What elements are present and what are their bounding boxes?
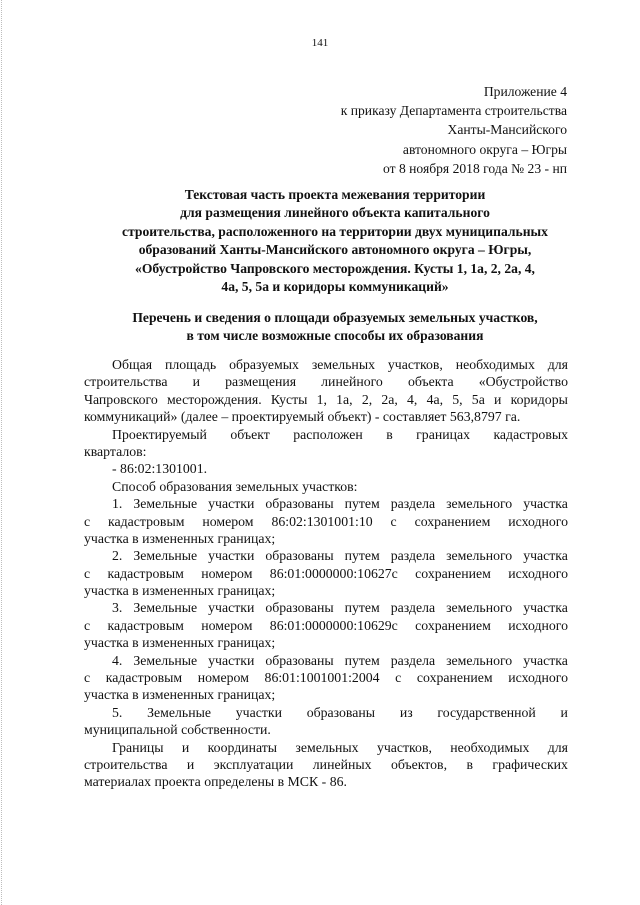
title-line: «Обустройство Чапровского месторождения. Кусты 1, 1а, 2, 2а, 4,	[135, 260, 535, 276]
paragraph-line	[84, 356, 568, 373]
word: графических	[492, 756, 568, 772]
word: участка	[523, 600, 568, 616]
word: Границы	[112, 739, 164, 755]
heading-line: в том числе возможные способы их образования	[186, 328, 484, 344]
word: необходимых	[450, 739, 530, 755]
word: номером	[201, 617, 253, 633]
page-number: 141	[311, 37, 329, 49]
word: и	[181, 739, 190, 755]
list-item-line: участка в измененных границах;	[84, 687, 276, 703]
paragraph-line: коммуникаций» (далее – проектируемый объект) - составляет 563,8797 га.	[84, 409, 521, 425]
list-item-line	[84, 599, 568, 616]
paragraph-line: кварталов:	[84, 443, 147, 459]
word: кадастровым	[108, 513, 185, 529]
list-item-line: участка в измененных границах;	[84, 583, 276, 599]
word: Проектируемый	[112, 426, 207, 442]
word: 86:01:0000000:10629с	[269, 617, 398, 633]
word: 5.	[112, 704, 123, 720]
heading-line: Перечень и сведения о площади образуемых земельных участков,	[132, 310, 538, 325]
word: государственной	[437, 704, 536, 720]
word: сохранением	[416, 670, 493, 686]
word: «Обустройство	[478, 374, 568, 390]
document-title	[96, 186, 574, 296]
word: путем	[344, 548, 380, 564]
word: границах	[416, 426, 470, 442]
word: 4,	[407, 391, 418, 407]
word: строительства	[84, 756, 168, 772]
word: образованы	[265, 496, 334, 512]
word: Земельные	[133, 652, 198, 668]
word: с	[390, 513, 397, 529]
word: 1а,	[336, 391, 353, 407]
word: 4а,	[426, 391, 444, 407]
word: исходного	[508, 617, 568, 633]
paragraph-line: - 86:02:1301001.	[112, 461, 208, 477]
word: необходимых	[455, 357, 535, 372]
word: сохранением	[415, 565, 491, 581]
word: координаты	[207, 739, 278, 755]
list-item-line	[84, 495, 568, 512]
word: из	[399, 704, 413, 720]
word: земельного	[446, 600, 513, 616]
word: Земельные	[133, 548, 198, 564]
word: кадастровым	[107, 617, 184, 633]
word: размещения	[225, 374, 297, 390]
word: участков,	[376, 739, 432, 755]
list-item-line: участка в измененных границах;	[84, 530, 276, 546]
word: земельных	[295, 739, 359, 755]
word: образованы	[265, 652, 334, 668]
list-item-line	[84, 513, 568, 530]
word: и	[186, 756, 195, 772]
word: путем	[344, 496, 380, 512]
word: Земельные	[133, 496, 198, 512]
word: земельного	[446, 548, 513, 564]
word: образованы	[306, 704, 376, 720]
word: путем	[344, 600, 380, 616]
word: с	[84, 617, 91, 633]
word: кадастровых	[493, 426, 568, 442]
word: в	[466, 756, 473, 772]
word: строительства	[84, 374, 168, 390]
word: образуемых	[229, 357, 299, 372]
word: 3.	[112, 600, 123, 616]
word: линейных	[312, 756, 372, 772]
body-text	[84, 356, 568, 791]
word: для	[547, 357, 568, 372]
word: 1,	[316, 391, 327, 407]
list-item-line	[84, 617, 568, 634]
annex-line: от 8 ноября 2018 года № 23 - нп	[383, 160, 567, 176]
title-line: 4а, 5, 5а и коридоры коммуникаций»	[221, 279, 449, 295]
annex-header	[341, 82, 567, 178]
paragraph-line	[84, 391, 568, 408]
word: образованы	[265, 548, 334, 564]
word: исходного	[508, 513, 568, 529]
annex-line: Ханты-Мансийского	[447, 122, 567, 138]
word: исходного	[508, 565, 568, 581]
word: номером	[197, 670, 249, 686]
word: раздела	[390, 600, 436, 616]
word: раздела	[390, 652, 436, 668]
paragraph-line: Способ образования земельных участков:	[112, 478, 358, 494]
word: 5а	[471, 391, 485, 407]
word: участки	[235, 704, 282, 720]
word: участки	[208, 600, 255, 616]
word: раздела	[390, 548, 436, 564]
word: сохранением	[415, 617, 491, 633]
word: в	[386, 426, 393, 442]
word: номером	[202, 513, 254, 529]
word: участка	[523, 652, 568, 668]
word: Чапровского	[84, 391, 158, 407]
word: Общая	[112, 357, 153, 372]
paragraph-line	[84, 373, 568, 390]
word: с	[84, 670, 91, 686]
word: образованы	[265, 600, 334, 616]
word: 86:01:0000000:10627с	[269, 565, 398, 581]
word: коридоры	[510, 391, 568, 407]
word: объект	[230, 426, 270, 442]
word: кадастровым	[107, 565, 184, 581]
scan-edge-line	[1, 0, 2, 905]
word: номером	[201, 565, 253, 581]
word: 86:02:1301001:10	[271, 513, 373, 529]
list-item-line: участка в измененных границах;	[84, 635, 276, 651]
word: участки	[208, 652, 255, 668]
word: 4.	[112, 652, 123, 668]
list-item-line	[84, 565, 568, 582]
title-line: строительства, расположенного на территории двух муниципальных	[122, 223, 548, 239]
title-line: для размещения линейного объекта капитального	[180, 205, 490, 221]
word: 5,	[452, 391, 463, 407]
word: расположен	[293, 426, 363, 442]
annex-line: автономного округа – Югры	[402, 141, 567, 157]
word: раздела	[390, 496, 436, 512]
list-item-line	[84, 547, 568, 564]
word: и	[494, 391, 502, 407]
title-line: Текстовая часть проекта межевания территории	[184, 187, 486, 202]
word: и	[192, 374, 200, 390]
word: 1.	[112, 496, 123, 512]
section-heading	[96, 309, 574, 346]
word: 86:01:1001001:2004	[264, 670, 380, 686]
word: с	[84, 513, 91, 529]
word: исходного	[508, 670, 568, 686]
paragraph-line: материалах проекта определены в МСК - 86.	[84, 774, 347, 790]
list-item-line	[84, 669, 568, 686]
word: месторождения.	[166, 391, 262, 407]
word: объектов,	[390, 756, 448, 772]
word: Земельные	[147, 704, 211, 720]
word: и	[560, 704, 568, 720]
title-line: образований Ханты-Мансийского автономного округа – Югры,	[138, 242, 532, 258]
word: участки	[208, 496, 255, 512]
word: кадастровым	[105, 670, 183, 686]
word: 2.	[112, 548, 123, 564]
word: с	[395, 670, 402, 686]
word: эксплуатации	[213, 756, 294, 772]
word: Кусты	[270, 391, 308, 407]
list-item-line	[84, 652, 568, 669]
paragraph-line	[84, 756, 568, 773]
word: 2а,	[381, 391, 398, 407]
word: для	[547, 739, 568, 755]
word: с	[84, 565, 91, 581]
word: участка	[523, 548, 568, 564]
word: объекта	[407, 374, 454, 390]
word: Земельные	[133, 600, 198, 616]
list-item-line: муниципальной собственности.	[84, 722, 271, 738]
word: площадь	[164, 357, 217, 372]
annex-line: к приказу Департамента строительства	[340, 103, 567, 119]
list-item-line	[84, 704, 568, 721]
word: сохранением	[414, 513, 491, 529]
word: путем	[344, 652, 380, 668]
paragraph-line	[84, 426, 568, 443]
word: участков,	[387, 357, 443, 372]
word: земельного	[446, 496, 513, 512]
paragraph-line	[84, 739, 568, 756]
word: участки	[208, 548, 255, 564]
word: земельных	[311, 357, 375, 372]
word: 2,	[361, 391, 373, 407]
word: земельного	[446, 652, 513, 668]
word: участка	[523, 496, 568, 512]
word: линейного	[321, 374, 383, 390]
annex-line: Приложение 4	[483, 84, 567, 99]
